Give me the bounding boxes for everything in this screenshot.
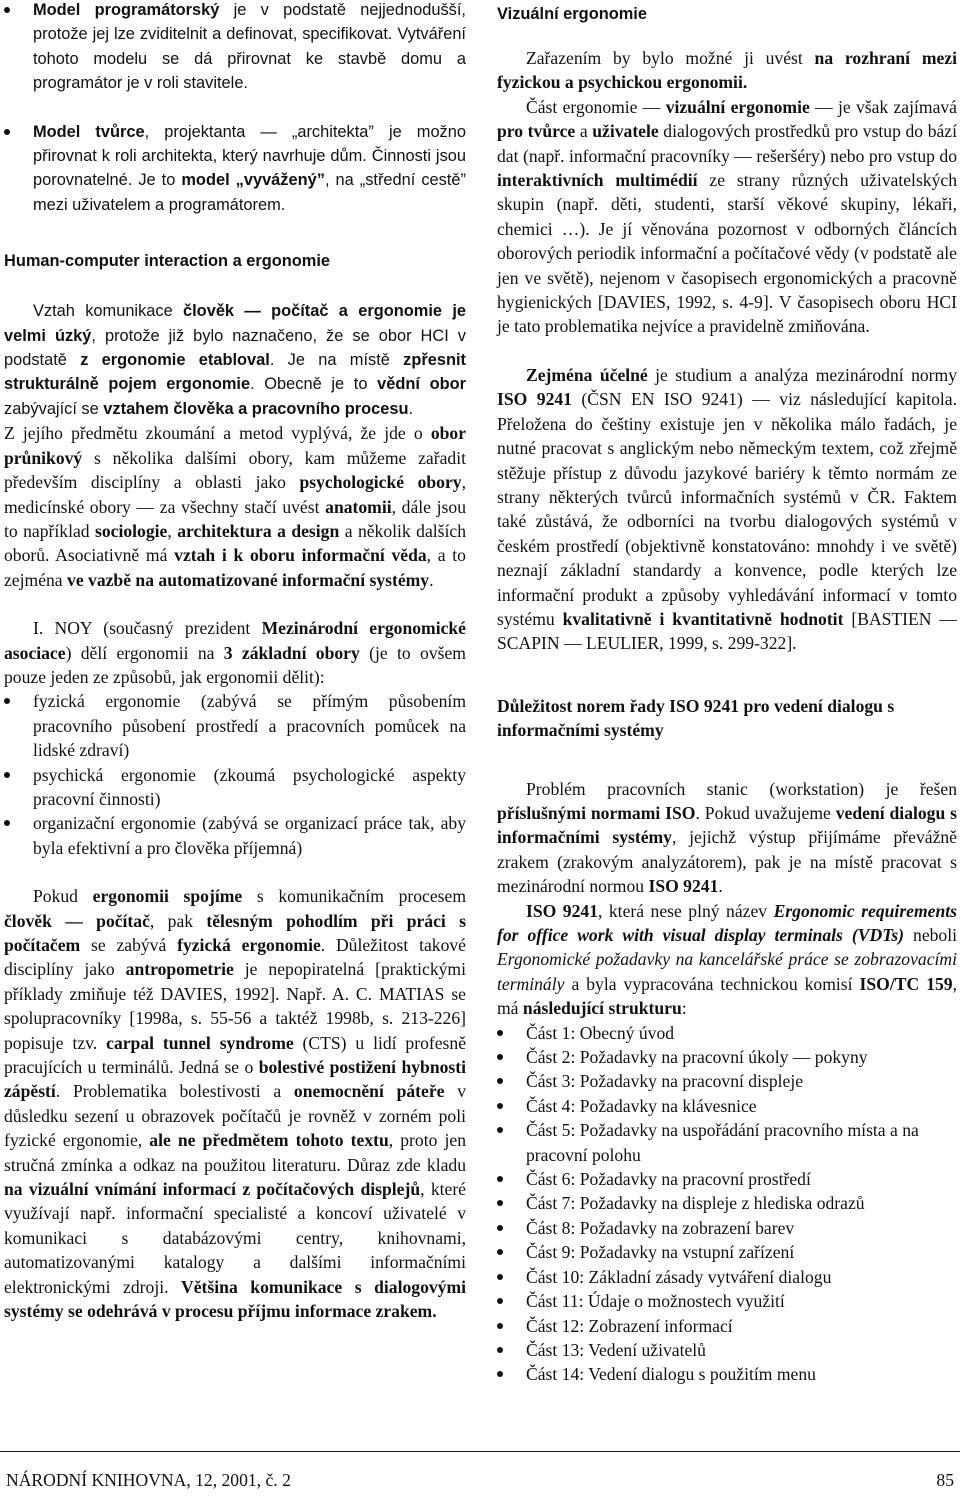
iso-parts-list bbox=[497, 1021, 957, 1387]
list-item: Část 1: Obecný úvod bbox=[497, 1021, 957, 1045]
bullet-icon bbox=[497, 1225, 503, 1231]
bullet-icon bbox=[497, 1176, 503, 1182]
bullet-icon bbox=[497, 1371, 503, 1377]
list-item: Část 9: Požadavky na vstupní zařízení bbox=[497, 1240, 957, 1264]
bullet-icon bbox=[4, 7, 10, 13]
list-item: Část 13: Vedení uživatelů bbox=[497, 1338, 957, 1362]
bullet-icon bbox=[497, 1347, 503, 1353]
list-item: Část 4: Požadavky na klávesnice bbox=[497, 1094, 957, 1118]
list-item: Část 2: Požadavky na pracovní úkoly — pokyny bbox=[497, 1045, 957, 1069]
bullet-icon bbox=[4, 129, 10, 135]
bullet-icon bbox=[4, 820, 10, 826]
paragraph: ISO 9241, která nese plný název Ergonomic requirements for office work with visual display terminals (VDTs) neboli Ergonomické požadavky na kancelářské práce se zobrazovacími terminály a byla vypracována technickou komisí ISO/TC 159, má následující strukturu: bbox=[497, 900, 957, 1019]
list-item: psychická ergonomie (zkoumá psychologické aspekty pracovní činnosti) bbox=[4, 763, 466, 812]
paragraph: I. NOY (současný prezident Mezinárodní ergonomické asociace) dělí ergonomii na 3 základní obory (je to ovšem pouze jeden ze způsobů, jak ergonomii dělit): bbox=[4, 618, 466, 687]
section-heading-iso-norms: Důležitost norem řady ISO 9241 pro vedení dialogu s informačními systémy bbox=[497, 695, 895, 741]
paragraph: Z jejího předmětu zkoumání a metod vyplývá, že jde o obor průnikový s několika dalšími obory, kam můžeme zařadit především disciplíny a oblasti jako psychologické obory, medicínské obory — za všechny stačí uvést anatomii, dále jsou to například sociologie, architektura a design a několik dalších oborů. Asociativně má vztah i k oboru informační věda, a to zejména ve vazbě na automatizované informační systémy. bbox=[4, 423, 466, 590]
list-item: Část 14: Vedení dialogu s použitím menu bbox=[497, 1362, 957, 1386]
bullet-icon bbox=[497, 1127, 503, 1133]
right-column bbox=[497, 0, 957, 1387]
paragraph: Zejména účelné je studium a analýza mezinárodní normy ISO 9241 (ČSN EN ISO 9241) — viz následující kapitola. Přeložena do češtiny existuje jen v několika málo řadách, je nutné pracovat s anglickým nebo německým textem, což zřejmě stěžuje přístup z důvodu jazykové bariéry k těmto normám ze strany některých tvůrců informačních systémů v ČR. Faktem také zůstává, že odborníci na tvorbu dialogových systémů v českém prostředí (objektivně konstatováno: mnohdy i ve světě) neznají základní standardy a konvence, podle kterých lze informační produkt a způsoby vyhledávání informací v tomto systému kvalitativně i kvantitativně hodnotit [BASTIEN — SCAPIN — LEULIER, 1999, s. 299-322]. bbox=[497, 364, 957, 654]
list-item: Část 8: Požadavky na zobrazení barev bbox=[497, 1216, 957, 1240]
list-item: Část 10: Základní zásady vytváření dialogu bbox=[497, 1265, 957, 1289]
bullet-icon bbox=[4, 698, 10, 704]
list-item: Část 3: Požadavky na pracovní displeje bbox=[497, 1069, 957, 1093]
list-item: Model programátorský je v podstatě nejjednodušší, protože jej lze zviditelnit a definovat, specifikovat. Vytváření tohoto modelu se dá přirovnat ke stavbě domu a programátor je v roli stavitele. bbox=[4, 0, 466, 96]
paragraph: Vztah komunikace člověk — počítač a ergonomie je velmi úzký, protože již bylo naznačeno, že se obor HCI v podstatě z ergonomie etabloval. Je na místě zpřesnit strukturálně pojem ergonomie. Obecně je to vědní obor zabývající se vztahem člověka a pracovního procesu. bbox=[4, 302, 466, 418]
section-heading-visual-ergonomics: Vizuální ergonomie bbox=[497, 5, 647, 23]
bullet-icon bbox=[497, 1274, 503, 1280]
footer-divider bbox=[0, 1451, 960, 1452]
list-item: Model tvůrce, projektanta — „architekta” je možno přirovnat k roli architekta, který navrhuje dům. Činnosti jsou porovnatelné. Je to model „vyvážený”, na „střední cestě” mezi uživatelem a programátorem. bbox=[4, 120, 466, 218]
bullet-icon bbox=[497, 1200, 503, 1206]
model-list bbox=[4, 0, 466, 217]
section-heading-hci: Human-computer interaction a ergonomie bbox=[4, 252, 331, 271]
bullet-icon bbox=[497, 1249, 503, 1255]
list-item: Část 6: Požadavky na pracovní prostředí bbox=[497, 1167, 957, 1191]
paragraph: Pokud ergonomii spojíme s komunikačním procesem člověk — počítač, pak tělesným pohodlím při práci s počítačem se zabývá fyzická ergonomie. Důležitost takové disciplíny jako antropometrie je nepopiratelná [praktickými příklady zmiňuje též DAVIES, 1992]. Např. A. C. MATIAS se spolupracovníky [1998a, s. 55-56 a taktéž 1998b, s. 213-226] popisuje tzv. carpal tunnel syndrome (CTS) u lidí profesně pracujících u terminálů. Jedná se o bolestivé postižení hybnosti zápěstí. Problematika bolestivosti a onemocnění páteře v důsledku sezení u obrazovek počítačů je rovněž v zorném poli fyzické ergonomie, ale ne předmětem tohoto textu, proto jen stručná zmínka a odkaz na použitou literaturu. Důraz zde kladu na vizuální vnímání informací z počítačových displejů, které využívají např. informační specialisté a koncoví uživatelé v komunikaci s databázovými centry, knihovnami, automatizovanými katalogy a dalšími informačními elektronickými zdroji. Většina komunikace s dialogovými systémy se odehrává v procesu příjmu informace zrakem. bbox=[4, 886, 467, 1322]
ergonomics-list bbox=[4, 689, 466, 860]
footer-page-number: 85 bbox=[936, 1470, 954, 1490]
bullet-icon bbox=[4, 772, 10, 778]
list-item: Část 11: Údaje o možnostech využití bbox=[497, 1289, 957, 1313]
bullet-icon bbox=[497, 1103, 503, 1109]
bullet-icon bbox=[497, 1054, 503, 1060]
paragraph: Zařazením by bylo možné ji uvést na rozhraní mezi fyzickou a psychickou ergonomii. bbox=[497, 48, 957, 93]
paragraph: Problém pracovních stanic (workstation) je řešen příslušnými normami ISO. Pokud uvažujeme vedení dialogu s informačními systémy, jejichž výstup přijímáme převážně zrakem (zrakovým analyzátorem), pak je na místě pracovat s mezinárodní normou ISO 9241. bbox=[497, 778, 957, 897]
list-item: Část 7: Požadavky na displeje z hlediska odrazů bbox=[497, 1191, 957, 1215]
bullet-icon bbox=[497, 1030, 503, 1036]
list-item: Část 5: Požadavky na uspořádání pracovního místa a na pracovní polohu bbox=[497, 1118, 957, 1167]
bullet-icon bbox=[497, 1298, 503, 1304]
paragraph: Část ergonomie — vizuální ergonomie — je však zajímavá pro tvůrce a uživatele dialogových prostředků pro vstup do bází dat (např. informační pracovníky — rešeršéry) nebo pro vstup do interaktivních multimédií ze strany různých uživatelských skupin (např. děti, studenti, starší věkové skupiny, lékaři, chemici …). Je jí věnována pozornost v odborných článcích oborových periodik informační a počítačové vědy (v podstatě ale jen ve světě), nejenom v časopisech ergonomických a pracovně hygienických [DAVIES, 1992, s. 4-9]. V časopisech oboru HCI je tato problematika nejvíce a pravidelně zmiňována. bbox=[497, 96, 957, 337]
list-item: organizační ergonomie (zabývá se organizací práce tak, aby byla efektivní a pro člověka příjemná) bbox=[4, 811, 466, 860]
list-item: Část 12: Zobrazení informací bbox=[497, 1314, 957, 1338]
bullet-icon bbox=[497, 1078, 503, 1084]
left-column bbox=[4, 0, 466, 1324]
footer-journal: NÁRODNÍ KNIHOVNA, 12, 2001, č. 2 bbox=[6, 1470, 291, 1490]
bullet-icon bbox=[497, 1323, 503, 1329]
list-item: fyzická ergonomie (zabývá se přímým působením pracovního působení prostředí a pracovních pomůcek na lidské zdraví) bbox=[4, 689, 466, 762]
